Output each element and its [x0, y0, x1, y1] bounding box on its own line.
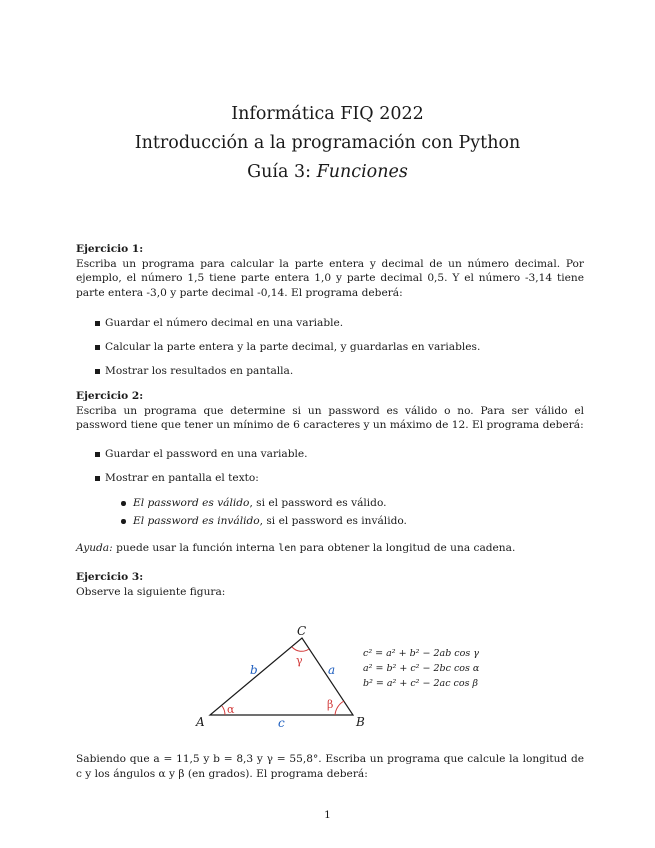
help-text-post: para obtener la longitud de una cadena. [296, 542, 516, 554]
exercise-2-heading: Ejercicio 2: [76, 390, 144, 402]
invalid-condition: , si el password es inválido. [259, 515, 407, 528]
list-item: Guardar el password en una variable. [76, 447, 584, 462]
side-c-label: c [278, 716, 285, 730]
doc-title: Informática FIQ 2022 [231, 104, 424, 124]
angle-beta-arc [335, 701, 344, 715]
list-item [76, 514, 584, 529]
list-item: Mostrar en pantalla el texto: [76, 471, 584, 486]
side-b-label: b [250, 663, 258, 677]
angle-alpha-arc [222, 706, 225, 715]
exercise-1-heading: Ejercicio 1: [76, 243, 144, 255]
list-item [76, 496, 584, 511]
law-of-cosines-a: a² = b² + c² − 2bc cos α [363, 663, 480, 674]
exercise-3 [76, 570, 584, 599]
doc-subtitle: Introducción a la programación con Python [134, 133, 521, 153]
exercise-3-heading: Ejercicio 3: [76, 571, 144, 583]
guide-title [0, 161, 655, 183]
help-text-pre: puede usar la función interna [112, 542, 279, 554]
vertex-a-label: A [196, 715, 205, 729]
page-number: 1 [324, 809, 331, 821]
list-item: Calcular la parte entera y la parte decimal, y guardarlas en variables. [76, 340, 584, 355]
exercise-3-text: Observe la siguiente figura: [76, 585, 226, 598]
angle-gamma-label: γ [296, 654, 303, 667]
exercise-2-sublist [76, 496, 584, 529]
guide-topic: Funciones [316, 162, 408, 182]
help-label: Ayuda: [76, 542, 113, 554]
exercise-2-help [76, 541, 584, 557]
invalid-message: El password es inválido [133, 515, 260, 528]
angle-beta-label: β [327, 698, 334, 711]
law-of-cosines-c: c² = a² + b² − 2ab cos γ [363, 648, 479, 659]
angle-alpha-label: α [227, 703, 235, 716]
exercise-3-statement: Sabiendo que a = 11,5 y b = 8,3 y γ = 55,8°. Escriba un programa que calcule la longitud de c y los ángulos α y β (en grados). El programa deberá: [76, 753, 584, 780]
side-a-label: a [328, 663, 336, 677]
exercise-1 [76, 242, 584, 300]
guide-label: Guía 3: [247, 162, 317, 182]
exercise-1-text: Escriba un programa para calcular la parte entera y decimal de un número decimal. Por ejemplo, el número 1,5 tiene parte entera 1,0 y parte decimal 0,5. Y el número -3,14 tiene parte entera -3,0 y parte decimal -0,14. El programa deberá: [76, 257, 584, 299]
angle-gamma-arc [292, 647, 309, 651]
triangle-figure [190, 620, 490, 732]
vertex-c-label: C [297, 624, 307, 638]
exercise-2-list [76, 447, 584, 486]
vertex-b-label: B [356, 715, 365, 729]
exercise-1-list [76, 316, 584, 379]
exercise-2 [76, 389, 584, 433]
exercise-2-text: Escriba un programa que determine si un password es válido o no. Para ser válido el password tiene que tener un mínimo de 6 caracteres y un máximo de 12. El programa deberá: [76, 404, 584, 432]
valid-message: El password es válido [133, 497, 250, 509]
help-code: len [278, 543, 297, 554]
law-of-cosines-b: b² = a² + c² − 2ac cos β [363, 678, 478, 689]
list-item: Mostrar los resultados en pantalla. [76, 364, 584, 379]
list-item: Guardar el número decimal en una variable. [76, 316, 584, 331]
valid-condition: , si el password es válido. [249, 497, 387, 509]
